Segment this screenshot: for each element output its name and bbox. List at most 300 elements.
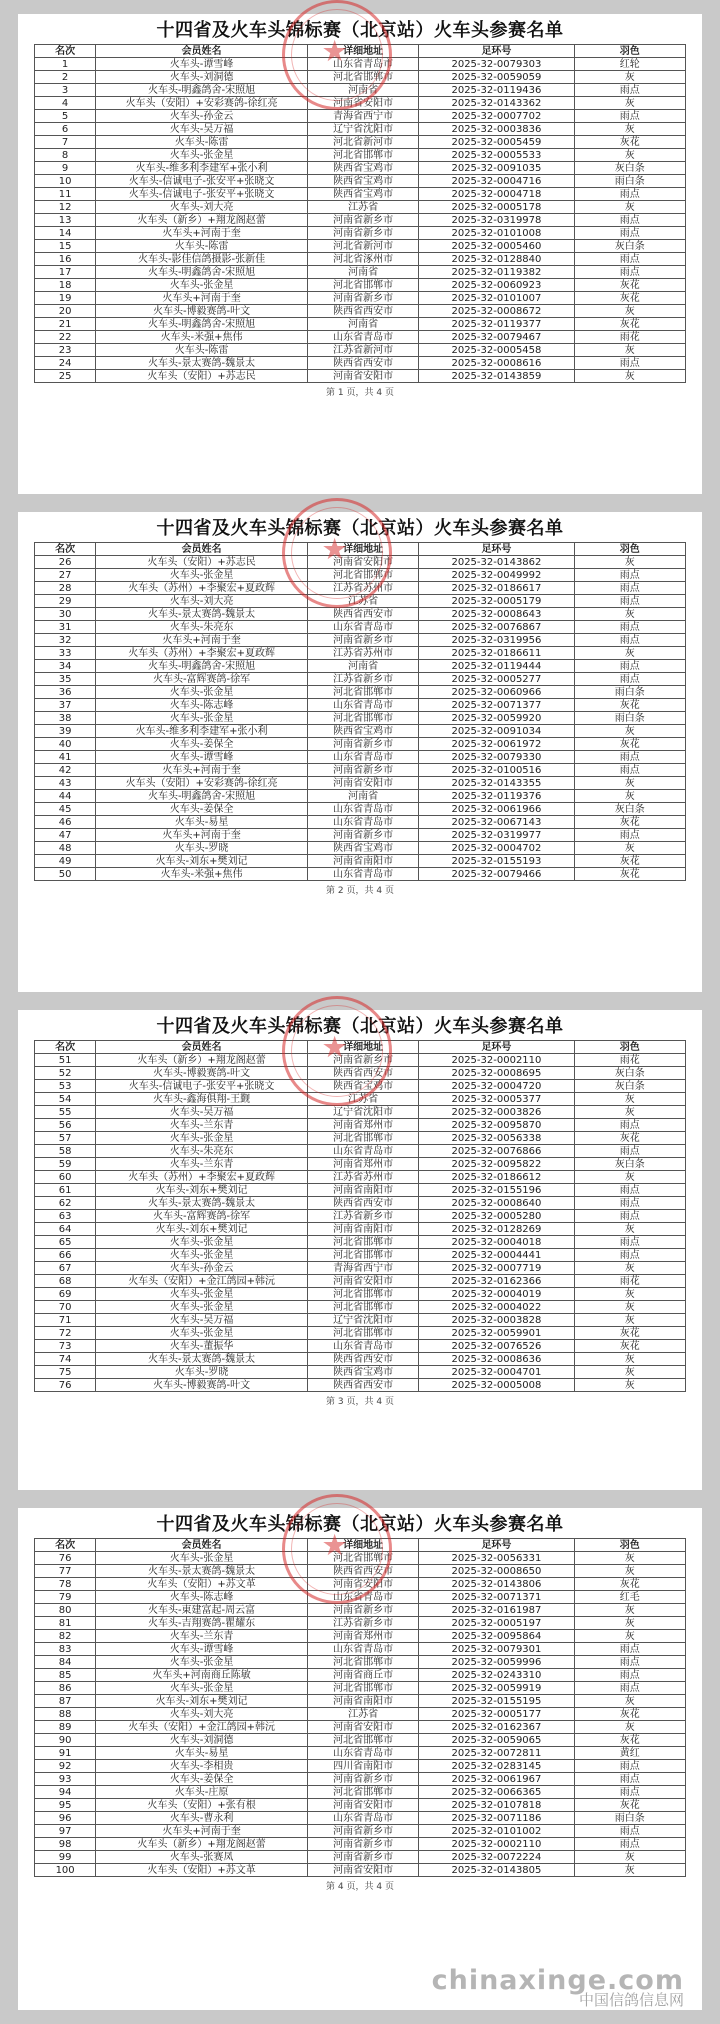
page-title: ★ 十四省及火车头锦标赛（北京站）火车头参赛名单 xyxy=(34,1014,686,1040)
table-row xyxy=(35,1630,686,1643)
cell-ring: 2025-32-0008636 xyxy=(419,1353,574,1366)
cell-rank: 33 xyxy=(35,647,96,660)
cell-address: 河南省安阳市 xyxy=(307,777,418,790)
cell-rank: 55 xyxy=(35,1106,96,1119)
cell-member: 火车头-景太赛鸽-魏景太 xyxy=(96,1565,308,1578)
cell-ring: 2025-32-0155195 xyxy=(419,1695,574,1708)
cell-member: 火车头-信诚电子-张安平+张晓文 xyxy=(96,175,308,188)
cell-ring: 2025-32-0101002 xyxy=(419,1825,574,1838)
cell-member: 火车头-明鑫鸽舍-宋照旭 xyxy=(96,790,308,803)
cell-member: 火车头-张金星 xyxy=(96,686,308,699)
cell-address: 河南省郑州市 xyxy=(307,1119,418,1132)
cell-rank: 16 xyxy=(35,253,96,266)
cell-address: 河南省南阳市 xyxy=(307,1695,418,1708)
cell-ring: 2025-32-0095822 xyxy=(419,1158,574,1171)
cell-feather: 雨点 xyxy=(574,1669,685,1682)
cell-feather: 灰 xyxy=(574,1106,685,1119)
watermark-text: 中国信鸽信息网 xyxy=(578,1991,684,2009)
cell-rank: 65 xyxy=(35,1236,96,1249)
watermark-site: chinaxinge.com xyxy=(431,1965,684,1996)
cell-member: 火车头-刘东+樊刘记 xyxy=(96,1184,308,1197)
cell-member: 火车头-张金星 xyxy=(96,1301,308,1314)
cell-address: 山东省青岛市 xyxy=(307,868,418,881)
cell-member: 火车头+河南于奎 xyxy=(96,292,308,305)
cell-member: 火车头（安阳）+安彩赛鸽-徐红亮 xyxy=(96,97,308,110)
table-row xyxy=(35,1617,686,1630)
cell-member: 火车头-谭雪峰 xyxy=(96,58,308,71)
cell-member: 火车头-维多利李建军+张小利 xyxy=(96,162,308,175)
cell-member: 火车头-刘东+樊刘记 xyxy=(96,1223,308,1236)
cell-feather: 雨花 xyxy=(574,1275,685,1288)
table-row xyxy=(35,123,686,136)
cell-address: 河南省安阳市 xyxy=(307,1799,418,1812)
cell-feather: 灰花 xyxy=(574,1327,685,1340)
cell-rank: 29 xyxy=(35,595,96,608)
cell-member: 火车头-明鑫鸽舍-宋照旭 xyxy=(96,266,308,279)
cell-member: 火车头（安阳）+金江鸽园+韩沅 xyxy=(96,1275,308,1288)
cell-address: 江苏省 xyxy=(307,201,418,214)
cell-feather: 灰 xyxy=(574,1630,685,1643)
cell-member: 火车头-罗晓 xyxy=(96,842,308,855)
page-footer: 第 1 页，共 4 页 xyxy=(326,388,394,398)
table-row xyxy=(35,790,686,803)
cell-address: 河北省邯郸市 xyxy=(307,1132,418,1145)
cell-rank: 18 xyxy=(35,279,96,292)
cell-feather: 雨点 xyxy=(574,1236,685,1249)
cell-address: 山东省青岛市 xyxy=(307,1591,418,1604)
header-feather: 羽色 xyxy=(574,1041,685,1054)
cell-ring: 2025-32-0283145 xyxy=(419,1760,574,1773)
cell-rank: 77 xyxy=(35,1565,96,1578)
cell-address: 河北省邯郸市 xyxy=(307,1301,418,1314)
header-feather: 羽色 xyxy=(574,1539,685,1552)
cell-ring: 2025-32-0004441 xyxy=(419,1249,574,1262)
table-row xyxy=(35,1591,686,1604)
cell-address: 江苏省苏州市 xyxy=(307,1171,418,1184)
cell-address: 河北省邯郸市 xyxy=(307,71,418,84)
page-4 xyxy=(18,1508,702,2010)
table-row xyxy=(35,188,686,201)
cell-feather: 雨花 xyxy=(574,331,685,344)
cell-address: 河南省郑州市 xyxy=(307,1158,418,1171)
cell-feather: 灰 xyxy=(574,556,685,569)
cell-rank: 53 xyxy=(35,1080,96,1093)
cell-ring: 2025-32-0162367 xyxy=(419,1721,574,1734)
page-title: ★ 十四省及火车头锦标赛（北京站）火车头参赛名单 xyxy=(34,516,686,542)
cell-feather: 灰 xyxy=(574,842,685,855)
cell-address: 江苏省苏州市 xyxy=(307,647,418,660)
cell-member: 火车头（新乡）+翔龙阁赵蕾 xyxy=(96,1054,308,1067)
cell-feather: 灰 xyxy=(574,71,685,84)
cell-rank: 68 xyxy=(35,1275,96,1288)
cell-feather: 灰 xyxy=(574,647,685,660)
cell-member: 火车头（安阳）+苏志民 xyxy=(96,556,308,569)
table-row xyxy=(35,556,686,569)
header-feather: 羽色 xyxy=(574,45,685,58)
cell-address: 陕西省宝鸡市 xyxy=(307,725,418,738)
cell-member: 火车头-陈雷 xyxy=(96,136,308,149)
cell-rank: 96 xyxy=(35,1812,96,1825)
cell-feather: 雨点 xyxy=(574,764,685,777)
cell-member: 火车头-张金星 xyxy=(96,712,308,725)
cell-feather: 灰 xyxy=(574,1223,685,1236)
cell-member: 火车头（新乡）+翔龙阁赵蕾 xyxy=(96,1838,308,1851)
cell-feather: 灰花 xyxy=(574,868,685,881)
cell-ring: 2025-32-0049992 xyxy=(419,569,574,582)
table-row xyxy=(35,1552,686,1565)
cell-address: 河北省邯郸市 xyxy=(307,712,418,725)
cell-rank: 94 xyxy=(35,1786,96,1799)
cell-feather: 雨白条 xyxy=(574,175,685,188)
header-address: 详细地址 xyxy=(307,1539,418,1552)
cell-ring: 2025-32-0005179 xyxy=(419,595,574,608)
cell-address: 河南省新乡市 xyxy=(307,1773,418,1786)
table-row xyxy=(35,1184,686,1197)
cell-rank: 8 xyxy=(35,149,96,162)
cell-feather: 灰白条 xyxy=(574,1067,685,1080)
results-table xyxy=(34,1040,686,1392)
cell-member: 火车头（苏州）+李聚宏+夏政辉 xyxy=(96,1171,308,1184)
cell-ring: 2025-32-0056331 xyxy=(419,1552,574,1565)
cell-feather: 雨点 xyxy=(574,1145,685,1158)
cell-ring: 2025-32-0008672 xyxy=(419,305,574,318)
cell-address: 山东省青岛市 xyxy=(307,1747,418,1760)
table-row xyxy=(35,1210,686,1223)
cell-member: 火车头-张赛凤 xyxy=(96,1851,308,1864)
table-header-row xyxy=(35,1539,686,1552)
cell-ring: 2025-32-0100516 xyxy=(419,764,574,777)
cell-rank: 64 xyxy=(35,1223,96,1236)
cell-ring: 2025-32-0059996 xyxy=(419,1656,574,1669)
table-row xyxy=(35,201,686,214)
cell-address: 山东省青岛市 xyxy=(307,58,418,71)
cell-address: 河南省 xyxy=(307,790,418,803)
cell-ring: 2025-32-0128269 xyxy=(419,1223,574,1236)
table-row xyxy=(35,621,686,634)
cell-address: 江苏省苏州市 xyxy=(307,582,418,595)
cell-ring: 2025-32-0143362 xyxy=(419,97,574,110)
cell-rank: 75 xyxy=(35,1366,96,1379)
cell-ring: 2025-32-0008616 xyxy=(419,357,574,370)
cell-member: 火车头-刘大亮 xyxy=(96,1708,308,1721)
page-title: ★ 十四省及火车头锦标赛（北京站）火车头参赛名单 xyxy=(34,18,686,44)
cell-address: 陕西省西安市 xyxy=(307,1067,418,1080)
cell-rank: 28 xyxy=(35,582,96,595)
table-row xyxy=(35,253,686,266)
table-row xyxy=(35,305,686,318)
cell-feather: 雨点 xyxy=(574,1825,685,1838)
cell-rank: 85 xyxy=(35,1669,96,1682)
cell-address: 河南省南阳市 xyxy=(307,855,418,868)
cell-rank: 38 xyxy=(35,712,96,725)
cell-address: 河南省安阳市 xyxy=(307,1578,418,1591)
cell-member: 火车头（安阳）+苏志民 xyxy=(96,370,308,383)
cell-member: 火车头-张金星 xyxy=(96,1288,308,1301)
cell-address: 河南省 xyxy=(307,660,418,673)
table-row xyxy=(35,673,686,686)
cell-ring: 2025-32-0066365 xyxy=(419,1786,574,1799)
cell-rank: 57 xyxy=(35,1132,96,1145)
table-row xyxy=(35,1236,686,1249)
cell-address: 陕西省宝鸡市 xyxy=(307,1080,418,1093)
cell-ring: 2025-32-0162366 xyxy=(419,1275,574,1288)
table-row xyxy=(35,1262,686,1275)
cell-member: 火车头-富辉赛鸽-徐军 xyxy=(96,1210,308,1223)
cell-ring: 2025-32-0061972 xyxy=(419,738,574,751)
table-row xyxy=(35,738,686,751)
table-row xyxy=(35,214,686,227)
cell-address: 山东省青岛市 xyxy=(307,331,418,344)
cell-feather: 黄红 xyxy=(574,1747,685,1760)
cell-feather: 雨点 xyxy=(574,569,685,582)
cell-member: 火车头-景太赛鸽-魏景太 xyxy=(96,357,308,370)
cell-feather: 灰 xyxy=(574,1366,685,1379)
cell-member: 火车头-吴万福 xyxy=(96,1314,308,1327)
cell-rank: 70 xyxy=(35,1301,96,1314)
cell-member: 火车头-陈雷 xyxy=(96,344,308,357)
cell-feather: 灰白条 xyxy=(574,803,685,816)
cell-feather: 雨点 xyxy=(574,188,685,201)
cell-ring: 2025-32-0319956 xyxy=(419,634,574,647)
cell-rank: 22 xyxy=(35,331,96,344)
header-ring: 足环号 xyxy=(419,1041,574,1054)
cell-ring: 2025-32-0079466 xyxy=(419,868,574,881)
cell-member: 火车头-谭雪峰 xyxy=(96,1643,308,1656)
cell-ring: 2025-32-0059901 xyxy=(419,1327,574,1340)
cell-rank: 21 xyxy=(35,318,96,331)
cell-feather: 雨点 xyxy=(574,110,685,123)
cell-member: 火车头-张金星 xyxy=(96,569,308,582)
cell-rank: 50 xyxy=(35,868,96,881)
cell-ring: 2025-32-0005178 xyxy=(419,201,574,214)
table-header-row xyxy=(35,45,686,58)
cell-member: 火车头-张金星 xyxy=(96,1552,308,1565)
table-row xyxy=(35,777,686,790)
table-row xyxy=(35,1669,686,1682)
header-member: 会员姓名 xyxy=(96,1539,308,1552)
cell-feather: 灰花 xyxy=(574,1340,685,1353)
table-row xyxy=(35,751,686,764)
cell-ring: 2025-32-0079330 xyxy=(419,751,574,764)
cell-member: 火车头-刘东+樊刘记 xyxy=(96,1695,308,1708)
cell-ring: 2025-32-0119377 xyxy=(419,318,574,331)
cell-member: 火车头-兰东青 xyxy=(96,1630,308,1643)
cell-feather: 雨点 xyxy=(574,1760,685,1773)
cell-member: 火车头-信诚电子-张安平+张晓文 xyxy=(96,1080,308,1093)
cell-member: 火车头-谭雪峰 xyxy=(96,751,308,764)
cell-rank: 34 xyxy=(35,660,96,673)
cell-rank: 92 xyxy=(35,1760,96,1773)
table-row xyxy=(35,1604,686,1617)
cell-address: 陕西省宝鸡市 xyxy=(307,1366,418,1379)
table-row xyxy=(35,1223,686,1236)
table-row xyxy=(35,1721,686,1734)
cell-address: 陕西省西安市 xyxy=(307,1353,418,1366)
table-row xyxy=(35,240,686,253)
cell-address: 陕西省西安市 xyxy=(307,305,418,318)
cell-rank: 47 xyxy=(35,829,96,842)
results-table xyxy=(34,542,686,881)
cell-member: 火车头（安阳）+金江鸽园+韩沅 xyxy=(96,1721,308,1734)
cell-feather: 雨点 xyxy=(574,1184,685,1197)
cell-rank: 44 xyxy=(35,790,96,803)
cell-rank: 60 xyxy=(35,1171,96,1184)
cell-feather: 雨点 xyxy=(574,660,685,673)
cell-rank: 2 xyxy=(35,71,96,84)
cell-rank: 59 xyxy=(35,1158,96,1171)
cell-feather: 灰 xyxy=(574,608,685,621)
cell-ring: 2025-32-0079303 xyxy=(419,58,574,71)
cell-feather: 雨点 xyxy=(574,1210,685,1223)
table-row xyxy=(35,1158,686,1171)
cell-feather: 灰 xyxy=(574,1353,685,1366)
cell-address: 河南省新乡市 xyxy=(307,1825,418,1838)
table-row xyxy=(35,1054,686,1067)
table-row xyxy=(35,660,686,673)
cell-feather: 雨点 xyxy=(574,84,685,97)
table-row xyxy=(35,1197,686,1210)
cell-feather: 灰 xyxy=(574,344,685,357)
cell-feather: 雨点 xyxy=(574,1682,685,1695)
cell-address: 河北省邯郸市 xyxy=(307,1682,418,1695)
cell-member: 火车头-姜保全 xyxy=(96,803,308,816)
cell-address: 辽宁省沈阳市 xyxy=(307,1314,418,1327)
cell-rank: 15 xyxy=(35,240,96,253)
cell-feather: 雨点 xyxy=(574,1197,685,1210)
cell-ring: 2025-32-0004702 xyxy=(419,842,574,855)
cell-address: 河北省邯郸市 xyxy=(307,1249,418,1262)
cell-feather: 雨点 xyxy=(574,1249,685,1262)
cell-address: 陕西省宝鸡市 xyxy=(307,842,418,855)
cell-address: 河北省邯郸市 xyxy=(307,279,418,292)
cell-address: 陕西省西安市 xyxy=(307,357,418,370)
cell-feather: 雨白条 xyxy=(574,1812,685,1825)
cell-member: 火车头+河南于奎 xyxy=(96,634,308,647)
header-rank: 名次 xyxy=(35,1041,96,1054)
header-member: 会员姓名 xyxy=(96,45,308,58)
cell-rank: 24 xyxy=(35,357,96,370)
cell-ring: 2025-32-0004701 xyxy=(419,1366,574,1379)
cell-rank: 97 xyxy=(35,1825,96,1838)
cell-feather: 灰花 xyxy=(574,738,685,751)
cell-feather: 灰花 xyxy=(574,318,685,331)
table-row xyxy=(35,1119,686,1132)
cell-address: 河北省邯郸市 xyxy=(307,1288,418,1301)
cell-address: 河北省邯郸市 xyxy=(307,569,418,582)
cell-address: 河南省新乡市 xyxy=(307,829,418,842)
table-row xyxy=(35,1773,686,1786)
table-row xyxy=(35,331,686,344)
cell-feather: 灰白条 xyxy=(574,1158,685,1171)
cell-ring: 2025-32-0243310 xyxy=(419,1669,574,1682)
cell-rank: 49 xyxy=(35,855,96,868)
header-address: 详细地址 xyxy=(307,543,418,556)
table-row xyxy=(35,318,686,331)
cell-address: 江苏省 xyxy=(307,1708,418,1721)
cell-feather: 灰花 xyxy=(574,292,685,305)
cell-feather: 雨点 xyxy=(574,1119,685,1132)
cell-rank: 17 xyxy=(35,266,96,279)
cell-ring: 2025-32-0143355 xyxy=(419,777,574,790)
cell-member: 火车头-景太赛鸽-魏景太 xyxy=(96,1197,308,1210)
table-row xyxy=(35,344,686,357)
cell-ring: 2025-32-0143806 xyxy=(419,1578,574,1591)
cell-feather: 灰 xyxy=(574,305,685,318)
cell-address: 山东省青岛市 xyxy=(307,816,418,829)
cell-address: 山东省青岛市 xyxy=(307,751,418,764)
table-row xyxy=(35,647,686,660)
cell-feather: 灰 xyxy=(574,1093,685,1106)
cell-feather: 雨点 xyxy=(574,1643,685,1656)
cell-rank: 35 xyxy=(35,673,96,686)
cell-feather: 雨点 xyxy=(574,582,685,595)
cell-rank: 89 xyxy=(35,1721,96,1734)
cell-feather: 灰花 xyxy=(574,1578,685,1591)
cell-address: 河南省安阳市 xyxy=(307,1864,418,1877)
table-row xyxy=(35,279,686,292)
cell-ring: 2025-32-0076526 xyxy=(419,1340,574,1353)
cell-address: 陕西省西安市 xyxy=(307,1565,418,1578)
cell-feather: 灰 xyxy=(574,1864,685,1877)
cell-member: 火车头+河南于奎 xyxy=(96,227,308,240)
cell-feather: 灰 xyxy=(574,1851,685,1864)
cell-feather: 灰花 xyxy=(574,816,685,829)
cell-address: 四川省南阳市 xyxy=(307,1760,418,1773)
cell-feather: 雨点 xyxy=(574,357,685,370)
table-row xyxy=(35,1067,686,1080)
table-row xyxy=(35,1695,686,1708)
cell-ring: 2025-32-0079301 xyxy=(419,1643,574,1656)
cell-feather: 灰白条 xyxy=(574,240,685,253)
page-footer: 第 2 页，共 4 页 xyxy=(326,886,394,896)
cell-ring: 2025-32-0119376 xyxy=(419,790,574,803)
table-row xyxy=(35,686,686,699)
cell-address: 陕西省西安市 xyxy=(307,1379,418,1392)
table-row xyxy=(35,725,686,738)
table-row xyxy=(35,1786,686,1799)
cell-ring: 2025-32-0101007 xyxy=(419,292,574,305)
cell-ring: 2025-32-0003826 xyxy=(419,1106,574,1119)
cell-feather: 雨点 xyxy=(574,1773,685,1786)
results-table xyxy=(34,1538,686,1877)
table-header-row xyxy=(35,1041,686,1054)
cell-address: 河北省新河市 xyxy=(307,136,418,149)
cell-rank: 56 xyxy=(35,1119,96,1132)
cell-address: 河南省安阳市 xyxy=(307,1275,418,1288)
table-row xyxy=(35,803,686,816)
cell-member: 火车头-刘大亮 xyxy=(96,201,308,214)
cell-ring: 2025-32-0071377 xyxy=(419,699,574,712)
cell-ring: 2025-32-0143859 xyxy=(419,370,574,383)
table-row xyxy=(35,1656,686,1669)
cell-ring: 2025-32-0008640 xyxy=(419,1197,574,1210)
cell-feather: 灰花 xyxy=(574,279,685,292)
cell-ring: 2025-32-0067143 xyxy=(419,816,574,829)
cell-rank: 30 xyxy=(35,608,96,621)
cell-address: 江苏省新乡市 xyxy=(307,1210,418,1223)
cell-rank: 40 xyxy=(35,738,96,751)
cell-ring: 2025-32-0002110 xyxy=(419,1838,574,1851)
cell-ring: 2025-32-0319977 xyxy=(419,829,574,842)
table-row xyxy=(35,370,686,383)
table-row xyxy=(35,110,686,123)
official-seal-icon: ★ xyxy=(282,996,392,1106)
cell-feather: 灰花 xyxy=(574,699,685,712)
cell-address: 河北省邯郸市 xyxy=(307,1327,418,1340)
cell-ring: 2025-32-0004718 xyxy=(419,188,574,201)
cell-rank: 52 xyxy=(35,1067,96,1080)
cell-rank: 39 xyxy=(35,725,96,738)
